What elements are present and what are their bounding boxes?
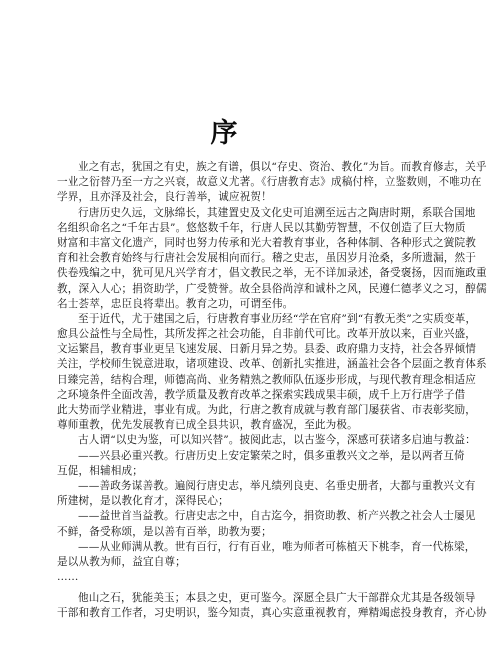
text-line: 行唐历史久远，文脉绵长，其建置史及文化史可追溯至远古之陶唐时期，系联合国地 bbox=[78, 206, 476, 219]
page-title: 序 bbox=[210, 118, 240, 149]
text-line: ——兴县必重兴教。行唐历史上安定繁荣之时，俱多重教兴文之举，是以两者互倚 bbox=[78, 449, 465, 462]
text-line: 是以从教为师，益宜自尊； bbox=[57, 555, 186, 568]
text-line: 日臻完善，结构合理，师德高尚、业务精熟之教师队伍逐步形成，与现代教育理念相适应 bbox=[57, 373, 477, 386]
text-line: 愈具公益性与全局性，其所发挥之社会功能，自非前代可比。改革开放以来，百业兴盛， bbox=[57, 328, 477, 341]
text-line: 至于近代，尤于建国之后，行唐教育事业历经“学在官府”到“有教无类”之实质变革， bbox=[78, 312, 477, 325]
text-line: 育和社会教育始终与行唐社会发展相向而行。稽之史志，虽因岁月沧桑，多所遗漏，然于 bbox=[57, 252, 477, 265]
text-line: 关注，学校师生锐意进取，诸项建设、改革、创新扎实推进，涵盖社会各个层面之教育体系 bbox=[57, 358, 487, 371]
text-line: 名士荟萃，忠臣良将辈出。教育之功，可谓至伟。 bbox=[57, 297, 294, 310]
text-line: 此大势而学业精进，事业有成。为此，行唐之教育成就与教育部门屡获省、市表彰奖励， bbox=[57, 404, 477, 416]
text-line: ——益世首当益教。行唐史志之中，自古迄今，捐资助教、析产兴教之社会人士屡见 bbox=[78, 510, 476, 523]
text-line: 不鲜，备受称颂，是以善有百举，助教为要； bbox=[57, 525, 272, 538]
text-line: …… bbox=[57, 571, 79, 584]
text-line: 之环境条件全面改善，教学质量及教育改革之探索实践成果丰硕，成千上万行唐学子借 bbox=[57, 388, 466, 401]
text-line: ——从业师满从教。世有百行，行有百业，唯为师者可栋植天下桃李，育一代栋梁， bbox=[78, 540, 476, 553]
text-line: 所建树，是以教化育才，深得民心； bbox=[57, 495, 229, 508]
text-line: 财富和丰富文化遗产，同时也努力传承和光大着教育事业，各种体制、各种形式之黉院教 bbox=[57, 236, 477, 249]
text-line: 名组织命名之“千年古县”。悠悠数千年，行唐人民以其勤劳智慧，不仅创造了巨大物质 bbox=[57, 221, 466, 234]
text-line: 互促，相辅相成； bbox=[57, 464, 143, 477]
text-line: 文运繁昌，教育事业更呈飞速发展、日新月异之势。县委、政府鼎力支持，社会各界倾情 bbox=[57, 343, 477, 356]
document-body bbox=[57, 160, 487, 622]
text-line: 古人谓“以史为鉴，可以知兴替”。披阅此志，以古鉴今，深感可获诸多启迪与教益： bbox=[78, 434, 476, 447]
text-line: 干部和教育工作者，习史明识，鉴今知责，真心实意重视教育，殚精竭虑投身教育，齐心协 bbox=[57, 607, 487, 620]
text-line: 一业之衍替乃至一方之兴衰，故意义尤著。《行唐教育志》成稿付梓，立鉴数则，不唯功在 bbox=[57, 176, 482, 189]
text-line: ——善政务谋善教。遍阅行唐史志，举凡绩列良吏、名垂史册者，大都与重教兴文有 bbox=[78, 479, 476, 492]
text-line: 佚卷残编之中，犹可见凡兴学育才，倡文教民之举，无不详加录述，备受褒扬，因而施政重 bbox=[57, 267, 487, 280]
text-line: 业之有志，犹国之有史，族之有谱，俱以“存史、资治、教化”为旨。而教育修志，关乎 bbox=[78, 161, 487, 173]
text-line: 教，深入人心；捐资助学，广受赞誉。故全县俗尚淳和诚朴之风，民遵仁德孝义之习，醇儒 bbox=[57, 282, 487, 295]
text-line: 学界，且亦泽及社会，良行善举，诚应祝贺！ bbox=[57, 191, 272, 204]
text-line: 尊师重教，优先发展教育已成全县共识，教育盛况，至此为极。 bbox=[57, 419, 358, 432]
text-line: 他山之石，犹能美玉；本县之史，更可鉴今。深愿全县广大干部群众尤其是各级领导 bbox=[78, 592, 476, 605]
